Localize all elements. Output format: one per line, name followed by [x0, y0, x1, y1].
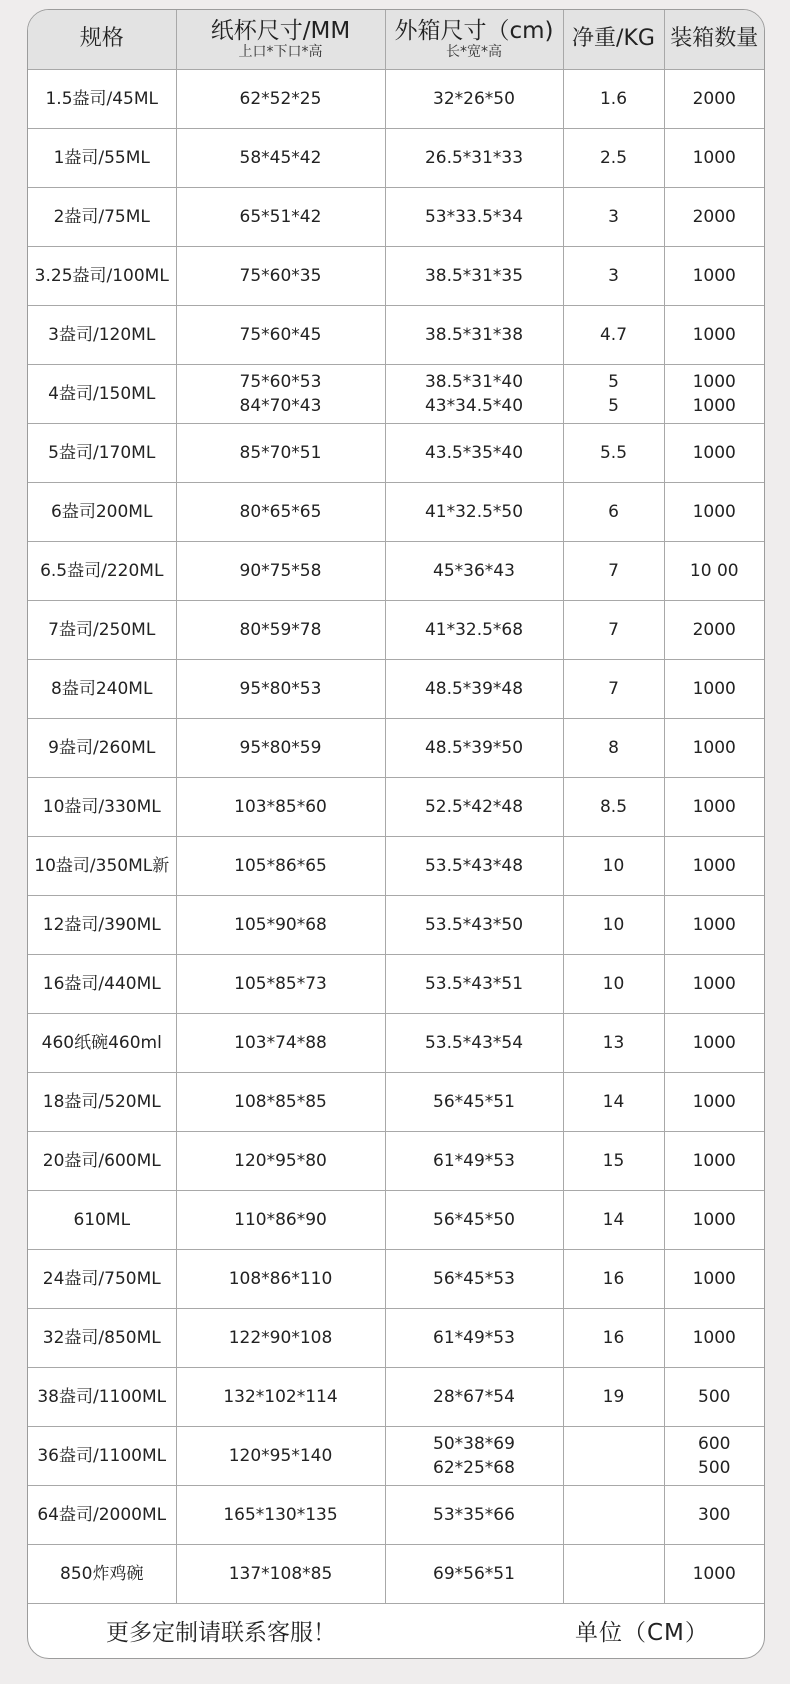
cell-spec: 12盎司/390ML: [28, 895, 176, 954]
cell-box-size-value: 53.5*43*54: [424, 1032, 524, 1053]
cell-box-size: [385, 836, 563, 895]
cell-net-weight-value: 8.5: [599, 796, 628, 817]
cell-quantity-value: 1000: [692, 442, 736, 463]
cell-box-size: [385, 1072, 563, 1131]
cell-net-weight-value: 3: [608, 265, 619, 286]
cell-net-weight: [563, 305, 664, 364]
table-body: [28, 69, 764, 1603]
cell-quantity-value: 1000: [692, 678, 736, 699]
header-net-weight-label: 净重/KG: [572, 26, 655, 52]
cell-net-weight-value: 4.7: [599, 324, 628, 345]
cell-spec: 10盎司/330ML: [28, 777, 176, 836]
cell-cup-size: [176, 541, 385, 600]
table-header: [28, 10, 764, 69]
cell-net-weight: [563, 541, 664, 600]
cell-net-weight-value: 15: [602, 1150, 625, 1171]
cell-box-size: [385, 1308, 563, 1367]
cell-cup-size-value: 120*95*140: [228, 1445, 333, 1466]
cell-box-size: [385, 246, 563, 305]
cell-spec: 460纸碗460ml: [28, 1013, 176, 1072]
cell-spec: 2盎司/75ML: [28, 187, 176, 246]
cell-spec: 10盎司/350ML新: [28, 836, 176, 895]
cell-box-size-value: 53.5*43*50: [424, 914, 524, 935]
cell-net-weight-value: 6: [608, 501, 619, 522]
table-row: [28, 659, 764, 718]
cell-spec: 3盎司/120ML: [28, 305, 176, 364]
header-spec-label: 规格: [79, 26, 124, 52]
header-net-weight: [563, 10, 664, 69]
table-row: [28, 1308, 764, 1367]
cell-box-size: [385, 187, 563, 246]
cell-spec: 64盎司/2000ML: [28, 1485, 176, 1544]
cell-net-weight: [563, 836, 664, 895]
cell-box-size: [385, 541, 563, 600]
cell-box-size-value: 50*38*69: [433, 1433, 515, 1454]
cell-box-size-value: 38.5*31*40: [424, 371, 524, 392]
cell-spec: 18盎司/520ML: [28, 1072, 176, 1131]
cell-box-size: [385, 1426, 563, 1485]
cell-cup-size: [176, 954, 385, 1013]
table-footer: [28, 1600, 764, 1658]
cell-box-size-value: 62*25*68: [433, 1457, 515, 1478]
cell-cup-size-value: 95*80*53: [239, 678, 322, 699]
cell-quantity-value: 1000: [692, 855, 736, 876]
cell-box-size-value: 56*45*51: [433, 1091, 515, 1112]
cell-cup-size: [176, 305, 385, 364]
cell-box-size-value: 38.5*31*38: [424, 324, 524, 345]
table-row: [28, 541, 764, 600]
cell-quantity-value: 1000: [692, 395, 736, 416]
cell-net-weight-value: 14: [602, 1209, 625, 1230]
cell-net-weight: [563, 482, 664, 541]
table-row: [28, 482, 764, 541]
cell-cup-size-value: 103*74*88: [234, 1032, 327, 1053]
cell-cup-size: [176, 187, 385, 246]
cell-spec: 1.5盎司/45ML: [28, 69, 176, 128]
cell-net-weight: [563, 1190, 664, 1249]
cell-cup-size-value: 103*85*60: [234, 796, 327, 817]
cell-cup-size-value: 65*51*42: [239, 206, 322, 227]
cell-box-size: [385, 69, 563, 128]
cell-quantity: [664, 1249, 764, 1308]
cell-box-size: [385, 423, 563, 482]
cell-cup-size-value: 75*60*45: [239, 324, 322, 345]
cell-quantity: [664, 305, 764, 364]
cell-quantity: [664, 69, 764, 128]
table-row: [28, 305, 764, 364]
cell-cup-size-value: 75*60*53: [239, 371, 322, 392]
cell-net-weight-value: 16: [602, 1327, 625, 1348]
cell-quantity-value: 1000: [692, 914, 736, 935]
cell-spec: 32盎司/850ML: [28, 1308, 176, 1367]
cell-quantity: [664, 128, 764, 187]
cell-box-size-value: 43.5*35*40: [424, 442, 524, 463]
cell-quantity: [664, 659, 764, 718]
cell-quantity: [664, 482, 764, 541]
table-row: [28, 1013, 764, 1072]
cell-quantity: [664, 1544, 764, 1603]
cell-net-weight-value: 2.5: [599, 147, 628, 168]
cell-cup-size: [176, 895, 385, 954]
cell-box-size-value: 53*35*66: [433, 1504, 515, 1525]
cell-cup-size: [176, 1072, 385, 1131]
cell-quantity-value: 1000: [692, 1209, 736, 1230]
cell-cup-size: [176, 836, 385, 895]
cell-box-size: [385, 659, 563, 718]
cell-quantity-value: 2000: [692, 206, 736, 227]
cell-box-size-value: 48.5*39*48: [424, 678, 524, 699]
header-cup-size-label: 纸杯尺寸/MM: [210, 18, 351, 45]
cell-cup-size: [176, 1367, 385, 1426]
cell-box-size: [385, 600, 563, 659]
cell-net-weight: [563, 1131, 664, 1190]
cell-box-size-value: 32*26*50: [433, 88, 515, 109]
cell-quantity-value: 1000: [692, 324, 736, 345]
cell-quantity-value: 1000: [692, 1268, 736, 1289]
cell-quantity: [664, 1072, 764, 1131]
cell-box-size: [385, 954, 563, 1013]
cell-cup-size-value: 80*59*78: [239, 619, 322, 640]
cell-cup-size: [176, 1485, 385, 1544]
cell-box-size-value: 56*45*50: [433, 1209, 515, 1230]
cell-net-weight: [563, 1485, 664, 1544]
header-spec: [28, 10, 176, 69]
cell-box-size: [385, 777, 563, 836]
cell-box-size: [385, 895, 563, 954]
cell-quantity-value: 1000: [692, 973, 736, 994]
cell-net-weight: [563, 895, 664, 954]
cell-net-weight: [563, 954, 664, 1013]
cell-cup-size-value: 110*86*90: [234, 1209, 327, 1230]
cell-quantity: [664, 600, 764, 659]
cell-box-size-value: 53*33.5*34: [424, 206, 524, 227]
cell-spec: 3.25盎司/100ML: [28, 246, 176, 305]
cell-spec: 36盎司/1100ML: [28, 1426, 176, 1485]
cell-box-size-value: 53.5*43*48: [424, 855, 524, 876]
cell-net-weight: [563, 128, 664, 187]
cell-spec: 24盎司/750ML: [28, 1249, 176, 1308]
header-quantity: [664, 10, 764, 69]
cell-spec: 850炸鸡碗: [28, 1544, 176, 1603]
cell-box-size: [385, 364, 563, 423]
custom-contact-note: 更多定制请联系客服！: [106, 1620, 336, 1646]
header-box-size-sublabel: 长*宽*高: [446, 44, 502, 61]
cell-cup-size-value: 58*45*42: [239, 147, 322, 168]
spec-table: [28, 10, 764, 1604]
cell-quantity-value: 1000: [692, 1327, 736, 1348]
cell-spec: 16盎司/440ML: [28, 954, 176, 1013]
cell-cup-size-value: 84*70*43: [239, 395, 322, 416]
cell-cup-size: [176, 364, 385, 423]
table-row: [28, 128, 764, 187]
table-row: [28, 1367, 764, 1426]
cell-box-size-value: 69*56*51: [433, 1563, 515, 1584]
cell-cup-size: [176, 1426, 385, 1485]
cell-net-weight: [563, 777, 664, 836]
cell-quantity: [664, 423, 764, 482]
cell-box-size-value: 61*49*53: [433, 1327, 515, 1348]
cell-box-size: [385, 718, 563, 777]
table-row: [28, 718, 764, 777]
table-row: [28, 1544, 764, 1603]
cell-net-weight-value: 3: [608, 206, 619, 227]
cell-net-weight-value: 13: [602, 1032, 625, 1053]
cell-cup-size: [176, 718, 385, 777]
cell-quantity: [664, 836, 764, 895]
cell-cup-size-value: 105*86*65: [234, 855, 327, 876]
cell-cup-size: [176, 246, 385, 305]
cell-cup-size: [176, 1308, 385, 1367]
cell-cup-size-value: 75*60*35: [239, 265, 322, 286]
cell-quantity-value: 10 00: [689, 560, 739, 581]
cell-quantity-value: 2000: [692, 88, 736, 109]
cell-box-size-value: 43*34.5*40: [424, 395, 524, 416]
cell-net-weight-value: 10: [602, 914, 625, 935]
cell-quantity-value: 1000: [692, 796, 736, 817]
cell-box-size-value: 61*49*53: [433, 1150, 515, 1171]
cell-cup-size: [176, 423, 385, 482]
cell-net-weight: [563, 187, 664, 246]
cell-spec: 610ML: [28, 1190, 176, 1249]
cell-cup-size: [176, 1013, 385, 1072]
cell-net-weight: [563, 1544, 664, 1603]
cell-net-weight: [563, 69, 664, 128]
cell-box-size: [385, 1367, 563, 1426]
cell-net-weight-value: 19: [602, 1386, 625, 1407]
cell-net-weight-value: 1.6: [599, 88, 628, 109]
cell-spec: 6盎司200ML: [28, 482, 176, 541]
cell-quantity: [664, 246, 764, 305]
cell-box-size-value: 56*45*53: [433, 1268, 515, 1289]
cell-box-size-value: 45*36*43: [433, 560, 515, 581]
cell-cup-size-value: 90*75*58: [239, 560, 322, 581]
table-row: [28, 364, 764, 423]
cell-quantity-value: 1000: [692, 1091, 736, 1112]
cell-net-weight: [563, 1308, 664, 1367]
cell-box-size-value: 53.5*43*51: [424, 973, 524, 994]
table-row: [28, 423, 764, 482]
cell-quantity-value: 1000: [692, 265, 736, 286]
cell-net-weight-value: 7: [608, 678, 619, 699]
cell-cup-size-value: 80*65*65: [239, 501, 322, 522]
cell-spec: 1盎司/55ML: [28, 128, 176, 187]
cell-quantity: [664, 364, 764, 423]
cell-box-size-value: 38.5*31*35: [424, 265, 524, 286]
cell-quantity: [664, 1367, 764, 1426]
header-box-size: [385, 10, 563, 69]
cell-net-weight: [563, 600, 664, 659]
table-row: [28, 1072, 764, 1131]
cell-quantity-value: 1000: [692, 1032, 736, 1053]
cell-net-weight: [563, 1072, 664, 1131]
cell-net-weight: [563, 364, 664, 423]
cell-quantity: [664, 954, 764, 1013]
cell-spec: 5盎司/170ML: [28, 423, 176, 482]
table-row: [28, 1190, 764, 1249]
cell-cup-size: [176, 69, 385, 128]
cell-spec: 6.5盎司/220ML: [28, 541, 176, 600]
cell-net-weight: [563, 246, 664, 305]
cell-quantity: [664, 777, 764, 836]
cell-spec: 9盎司/260ML: [28, 718, 176, 777]
cell-cup-size-value: 132*102*114: [223, 1386, 338, 1407]
cell-net-weight-value: 8: [608, 737, 619, 758]
cell-quantity: [664, 1013, 764, 1072]
cell-spec: 4盎司/150ML: [28, 364, 176, 423]
cell-net-weight: [563, 1426, 664, 1485]
cell-quantity: [664, 1131, 764, 1190]
spec-table-card: [27, 9, 765, 1659]
cell-quantity: [664, 1308, 764, 1367]
cell-box-size: [385, 305, 563, 364]
cell-quantity: [664, 187, 764, 246]
cell-box-size-value: 48.5*39*50: [424, 737, 524, 758]
cell-quantity-value: 600: [698, 1433, 731, 1454]
cell-cup-size: [176, 1190, 385, 1249]
cell-net-weight-value: 16: [602, 1268, 625, 1289]
cell-cup-size: [176, 1249, 385, 1308]
cell-net-weight-value: 10: [602, 973, 625, 994]
cell-spec: 38盎司/1100ML: [28, 1367, 176, 1426]
cell-box-size-value: 41*32.5*50: [424, 501, 524, 522]
cell-quantity-value: 1000: [692, 371, 736, 392]
cell-box-size: [385, 1485, 563, 1544]
header-box-size-label: 外箱尺寸（cm): [394, 18, 554, 45]
cell-cup-size: [176, 777, 385, 836]
cell-box-size: [385, 1131, 563, 1190]
cell-box-size: [385, 1013, 563, 1072]
header-quantity-label: 装箱数量: [670, 26, 759, 52]
unit-label: 单位（CM）: [575, 1620, 709, 1646]
cell-quantity-value: 500: [698, 1386, 731, 1407]
cell-quantity-value: 1000: [692, 147, 736, 168]
cell-cup-size: [176, 1544, 385, 1603]
header-cup-size: [176, 10, 385, 69]
cell-cup-size: [176, 659, 385, 718]
cell-box-size: [385, 1544, 563, 1603]
cell-quantity: [664, 1426, 764, 1485]
table-row: [28, 954, 764, 1013]
cell-box-size: [385, 1249, 563, 1308]
cell-box-size-value: 28*67*54: [433, 1386, 515, 1407]
cell-quantity-value: 1000: [692, 1563, 736, 1584]
table-row: [28, 1426, 764, 1485]
cell-spec: 7盎司/250ML: [28, 600, 176, 659]
cell-cup-size-value: 137*108*85: [228, 1563, 333, 1584]
cell-quantity: [664, 718, 764, 777]
cell-quantity-value: 300: [698, 1504, 731, 1525]
table-row: [28, 836, 764, 895]
table-row: [28, 1485, 764, 1544]
cell-cup-size: [176, 1131, 385, 1190]
cell-cup-size-value: 122*90*108: [228, 1327, 333, 1348]
cell-quantity-value: 2000: [692, 619, 736, 640]
cell-net-weight: [563, 1249, 664, 1308]
cell-quantity-value: 1000: [692, 501, 736, 522]
cell-net-weight: [563, 718, 664, 777]
cell-net-weight-value: 5: [608, 395, 619, 416]
cell-quantity: [664, 1485, 764, 1544]
cell-net-weight-value: 7: [608, 619, 619, 640]
table-row: [28, 777, 764, 836]
cell-quantity-value: 1000: [692, 737, 736, 758]
cell-quantity: [664, 895, 764, 954]
cell-box-size-value: 26.5*31*33: [424, 147, 524, 168]
cell-quantity: [664, 1190, 764, 1249]
cell-box-size: [385, 1190, 563, 1249]
cell-net-weight: [563, 1013, 664, 1072]
cell-net-weight-value: 5: [608, 371, 619, 392]
table-row: [28, 69, 764, 128]
cell-box-size-value: 52.5*42*48: [424, 796, 524, 817]
cell-spec: 20盎司/600ML: [28, 1131, 176, 1190]
cell-cup-size: [176, 600, 385, 659]
table-row: [28, 600, 764, 659]
cell-cup-size-value: 95*80*59: [239, 737, 322, 758]
cell-cup-size-value: 85*70*51: [239, 442, 322, 463]
cell-cup-size-value: 62*52*25: [239, 88, 322, 109]
cell-net-weight: [563, 659, 664, 718]
cell-cup-size-value: 108*85*85: [234, 1091, 327, 1112]
cell-net-weight: [563, 423, 664, 482]
cell-cup-size: [176, 482, 385, 541]
cell-cup-size-value: 165*130*135: [223, 1504, 338, 1525]
cell-cup-size-value: 108*86*110: [228, 1268, 333, 1289]
table-row: [28, 1131, 764, 1190]
cell-quantity: [664, 541, 764, 600]
cell-net-weight: [563, 1367, 664, 1426]
cell-cup-size: [176, 128, 385, 187]
cell-quantity-value: 1000: [692, 1150, 736, 1171]
table-row: [28, 187, 764, 246]
table-row: [28, 895, 764, 954]
table-row: [28, 1249, 764, 1308]
cell-net-weight-value: 7: [608, 560, 619, 581]
cell-cup-size-value: 105*90*68: [234, 914, 327, 935]
cell-net-weight-value: 10: [602, 855, 625, 876]
cell-net-weight-value: 14: [602, 1091, 625, 1112]
cell-quantity-value: 500: [698, 1457, 731, 1478]
cell-cup-size-value: 105*85*73: [234, 973, 327, 994]
cell-net-weight-value: 5.5: [599, 442, 628, 463]
cell-spec: 8盎司240ML: [28, 659, 176, 718]
header-cup-size-sublabel: 上口*下口*高: [238, 44, 323, 61]
table-row: [28, 246, 764, 305]
cell-box-size: [385, 128, 563, 187]
cell-box-size: [385, 482, 563, 541]
cell-box-size-value: 41*32.5*68: [424, 619, 524, 640]
header-row: [28, 10, 764, 69]
cell-cup-size-value: 120*95*80: [234, 1150, 327, 1171]
